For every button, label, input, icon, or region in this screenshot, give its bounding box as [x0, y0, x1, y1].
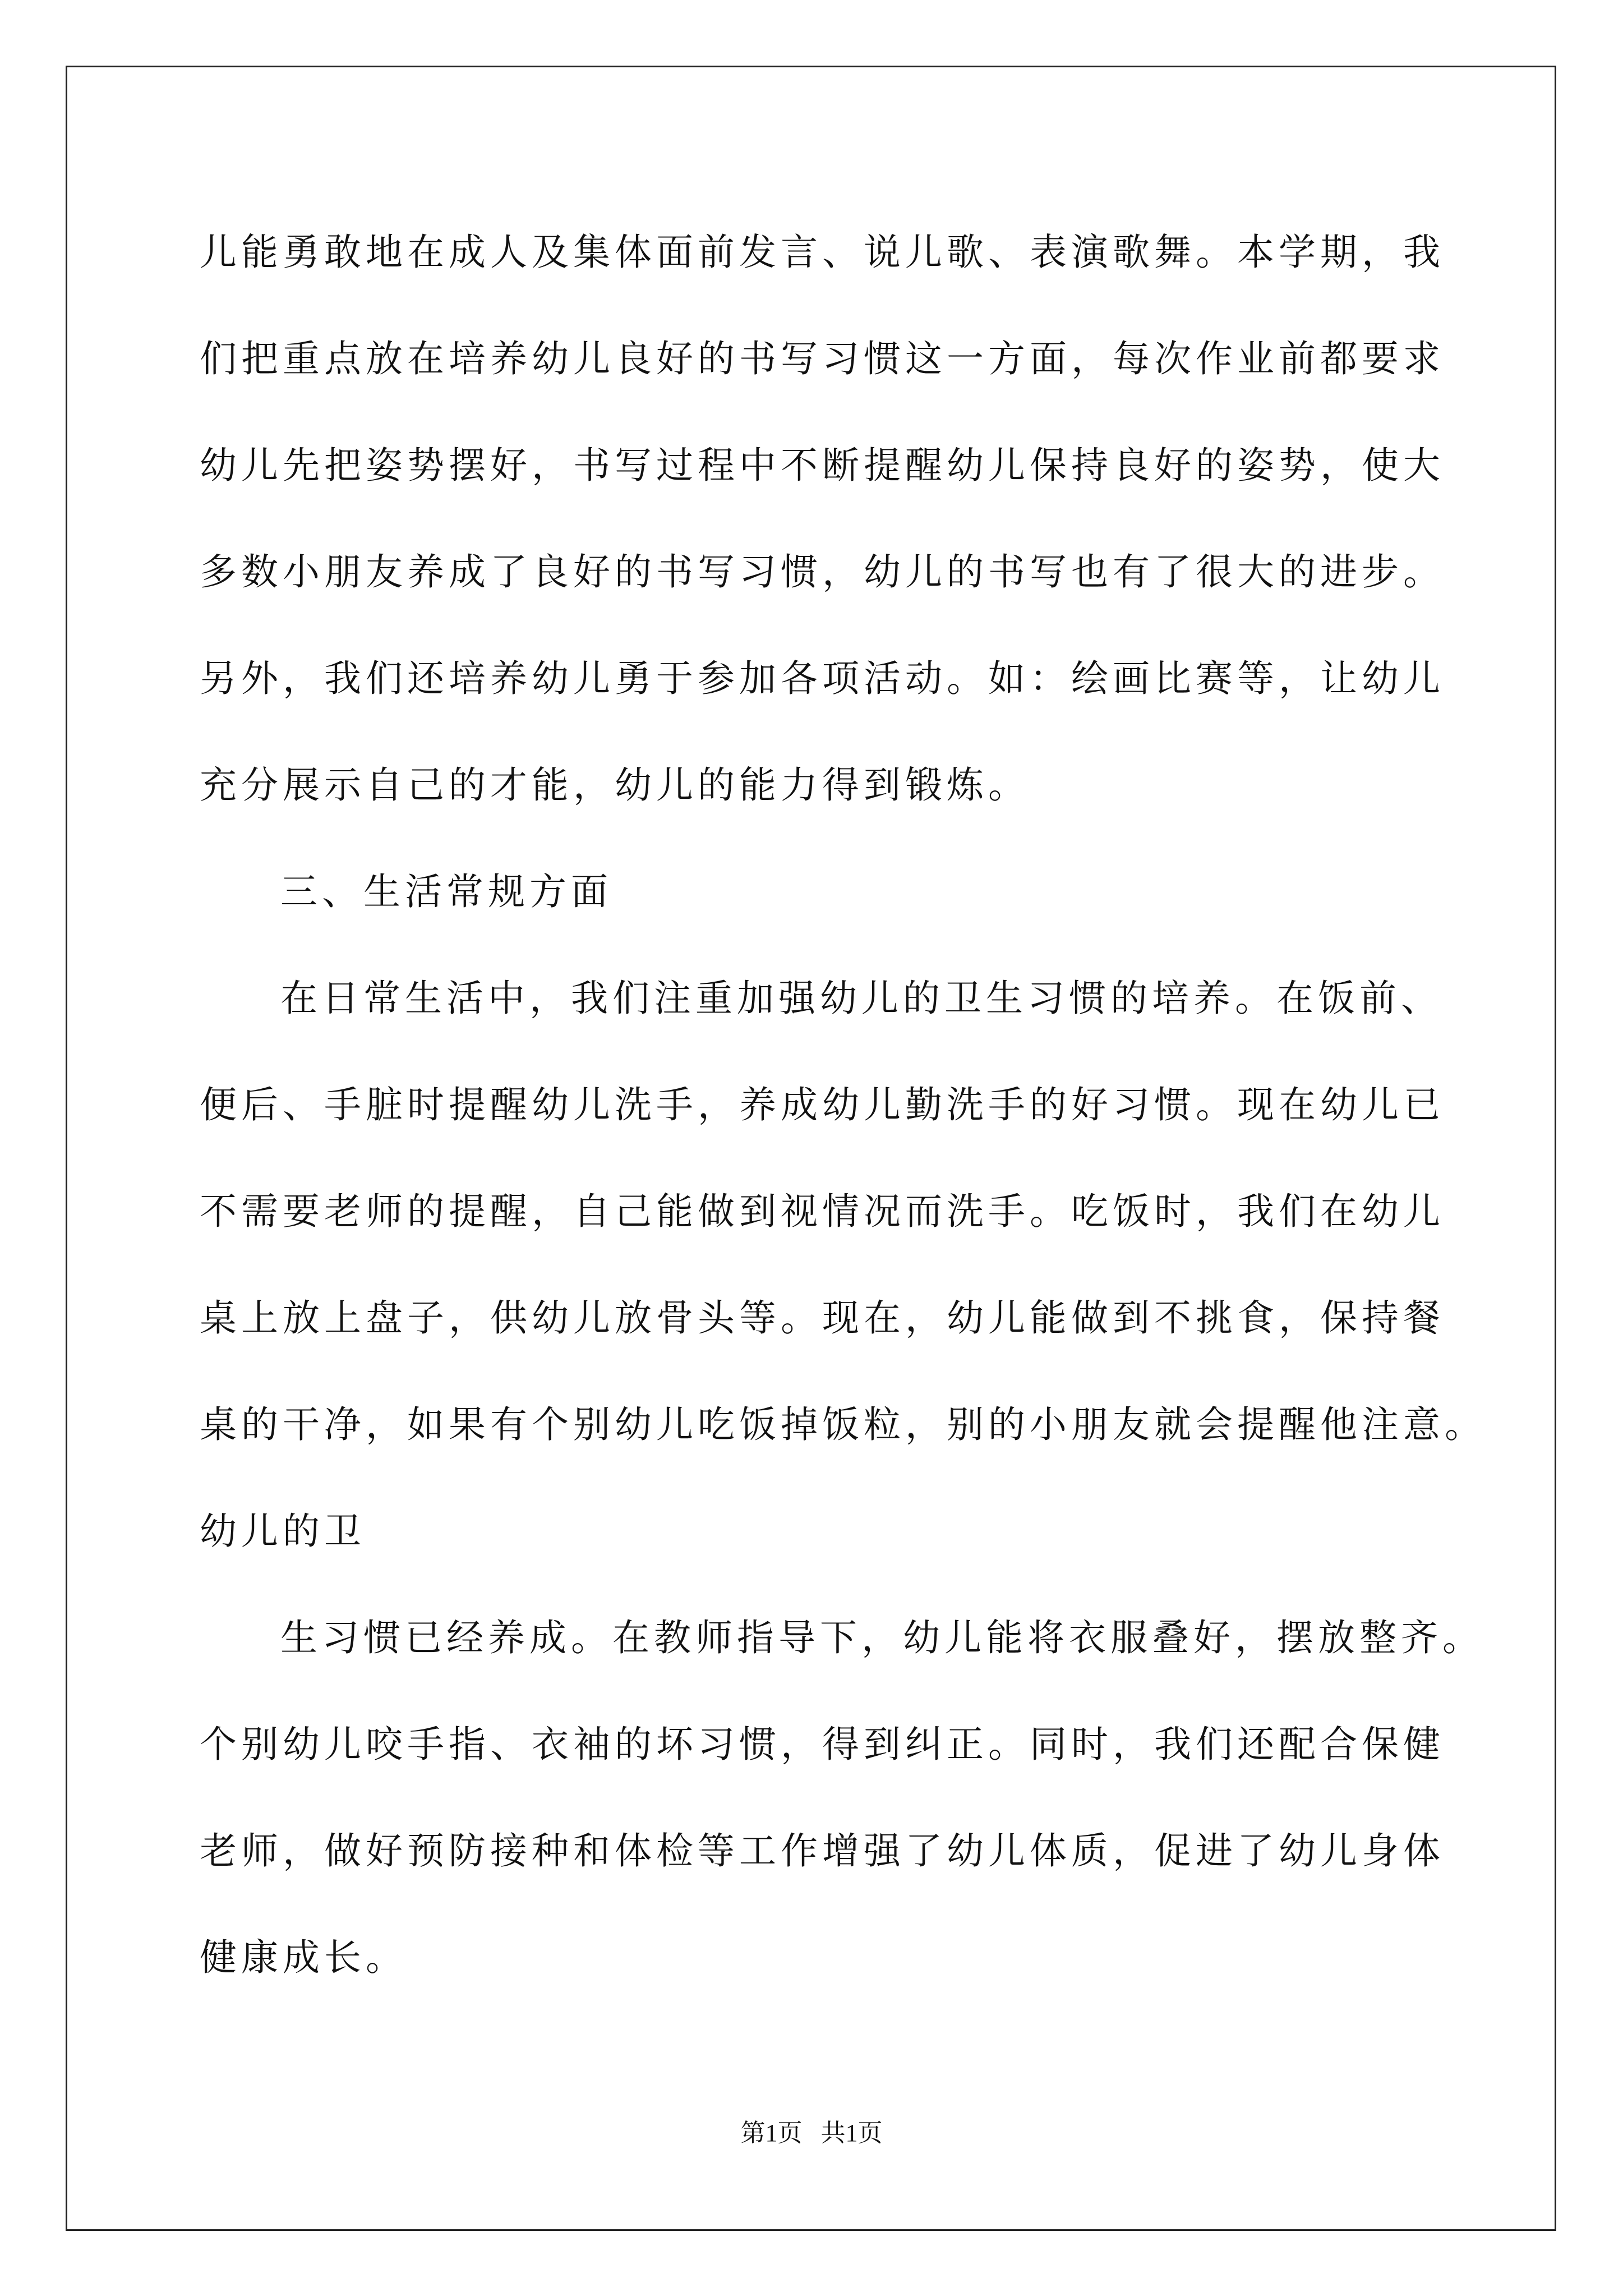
body-line-2: 们把重点放在培养幼儿良好的书写习惯这一方面，每次作业前都要求	[200, 337, 1445, 380]
body-line-17: 健康成长。	[200, 1936, 407, 1979]
body-line-1: 儿能勇敢地在成人及集体面前发言、说儿歌、表演歌舞。本学期，我	[200, 231, 1445, 274]
body-line-5: 另外，我们还培养幼儿勇于参加各项活动。如：绘画比赛等，让幼儿	[200, 657, 1445, 700]
body-line-8: 在日常生活中，我们注重加强幼儿的卫生习惯的培养。在饭前、	[280, 977, 1442, 1020]
body-line-3: 幼儿先把姿势摆好，书写过程中不断提醒幼儿保持良好的姿势，使大	[200, 444, 1445, 487]
body-line-12: 桌的干净，如果有个别幼儿吃饭掉饭粒，别的小朋友就会提醒他注意。	[200, 1403, 1486, 1446]
page-border	[66, 66, 1556, 2231]
page-number-footer: 第1页 共1页	[740, 2119, 883, 2147]
body-line-9: 便后、手脏时提醒幼儿洗手，养成幼儿勤洗手的好习惯。现在幼儿已	[200, 1083, 1445, 1126]
body-line-14: 生习惯已经养成。在教师指导下，幼儿能将衣服叠好，摆放整齐。	[280, 1616, 1484, 1659]
body-line-11: 桌上放上盘子，供幼儿放骨头等。现在，幼儿能做到不挑食，保持餐	[200, 1296, 1445, 1340]
body-line-6: 充分展示自己的才能，幼儿的能力得到锻炼。	[200, 763, 1030, 807]
body-line-16: 老师，做好预防接种和体检等工作增强了幼儿体质，促进了幼儿身体	[200, 1829, 1445, 1872]
body-line-15: 个别幼儿咬手指、衣袖的坏习惯，得到纠正。同时，我们还配合保健	[200, 1723, 1445, 1766]
body-line-4: 多数小朋友养成了良好的书写习惯，幼儿的书写也有了很大的进步。	[200, 550, 1445, 593]
body-line-13: 幼儿的卫	[200, 1510, 366, 1553]
body-line-10: 不需要老师的提醒，自己能做到视情况而洗手。吃饭时，我们在幼儿	[200, 1190, 1445, 1233]
section-heading: 三、生活常规方面	[280, 870, 612, 913]
